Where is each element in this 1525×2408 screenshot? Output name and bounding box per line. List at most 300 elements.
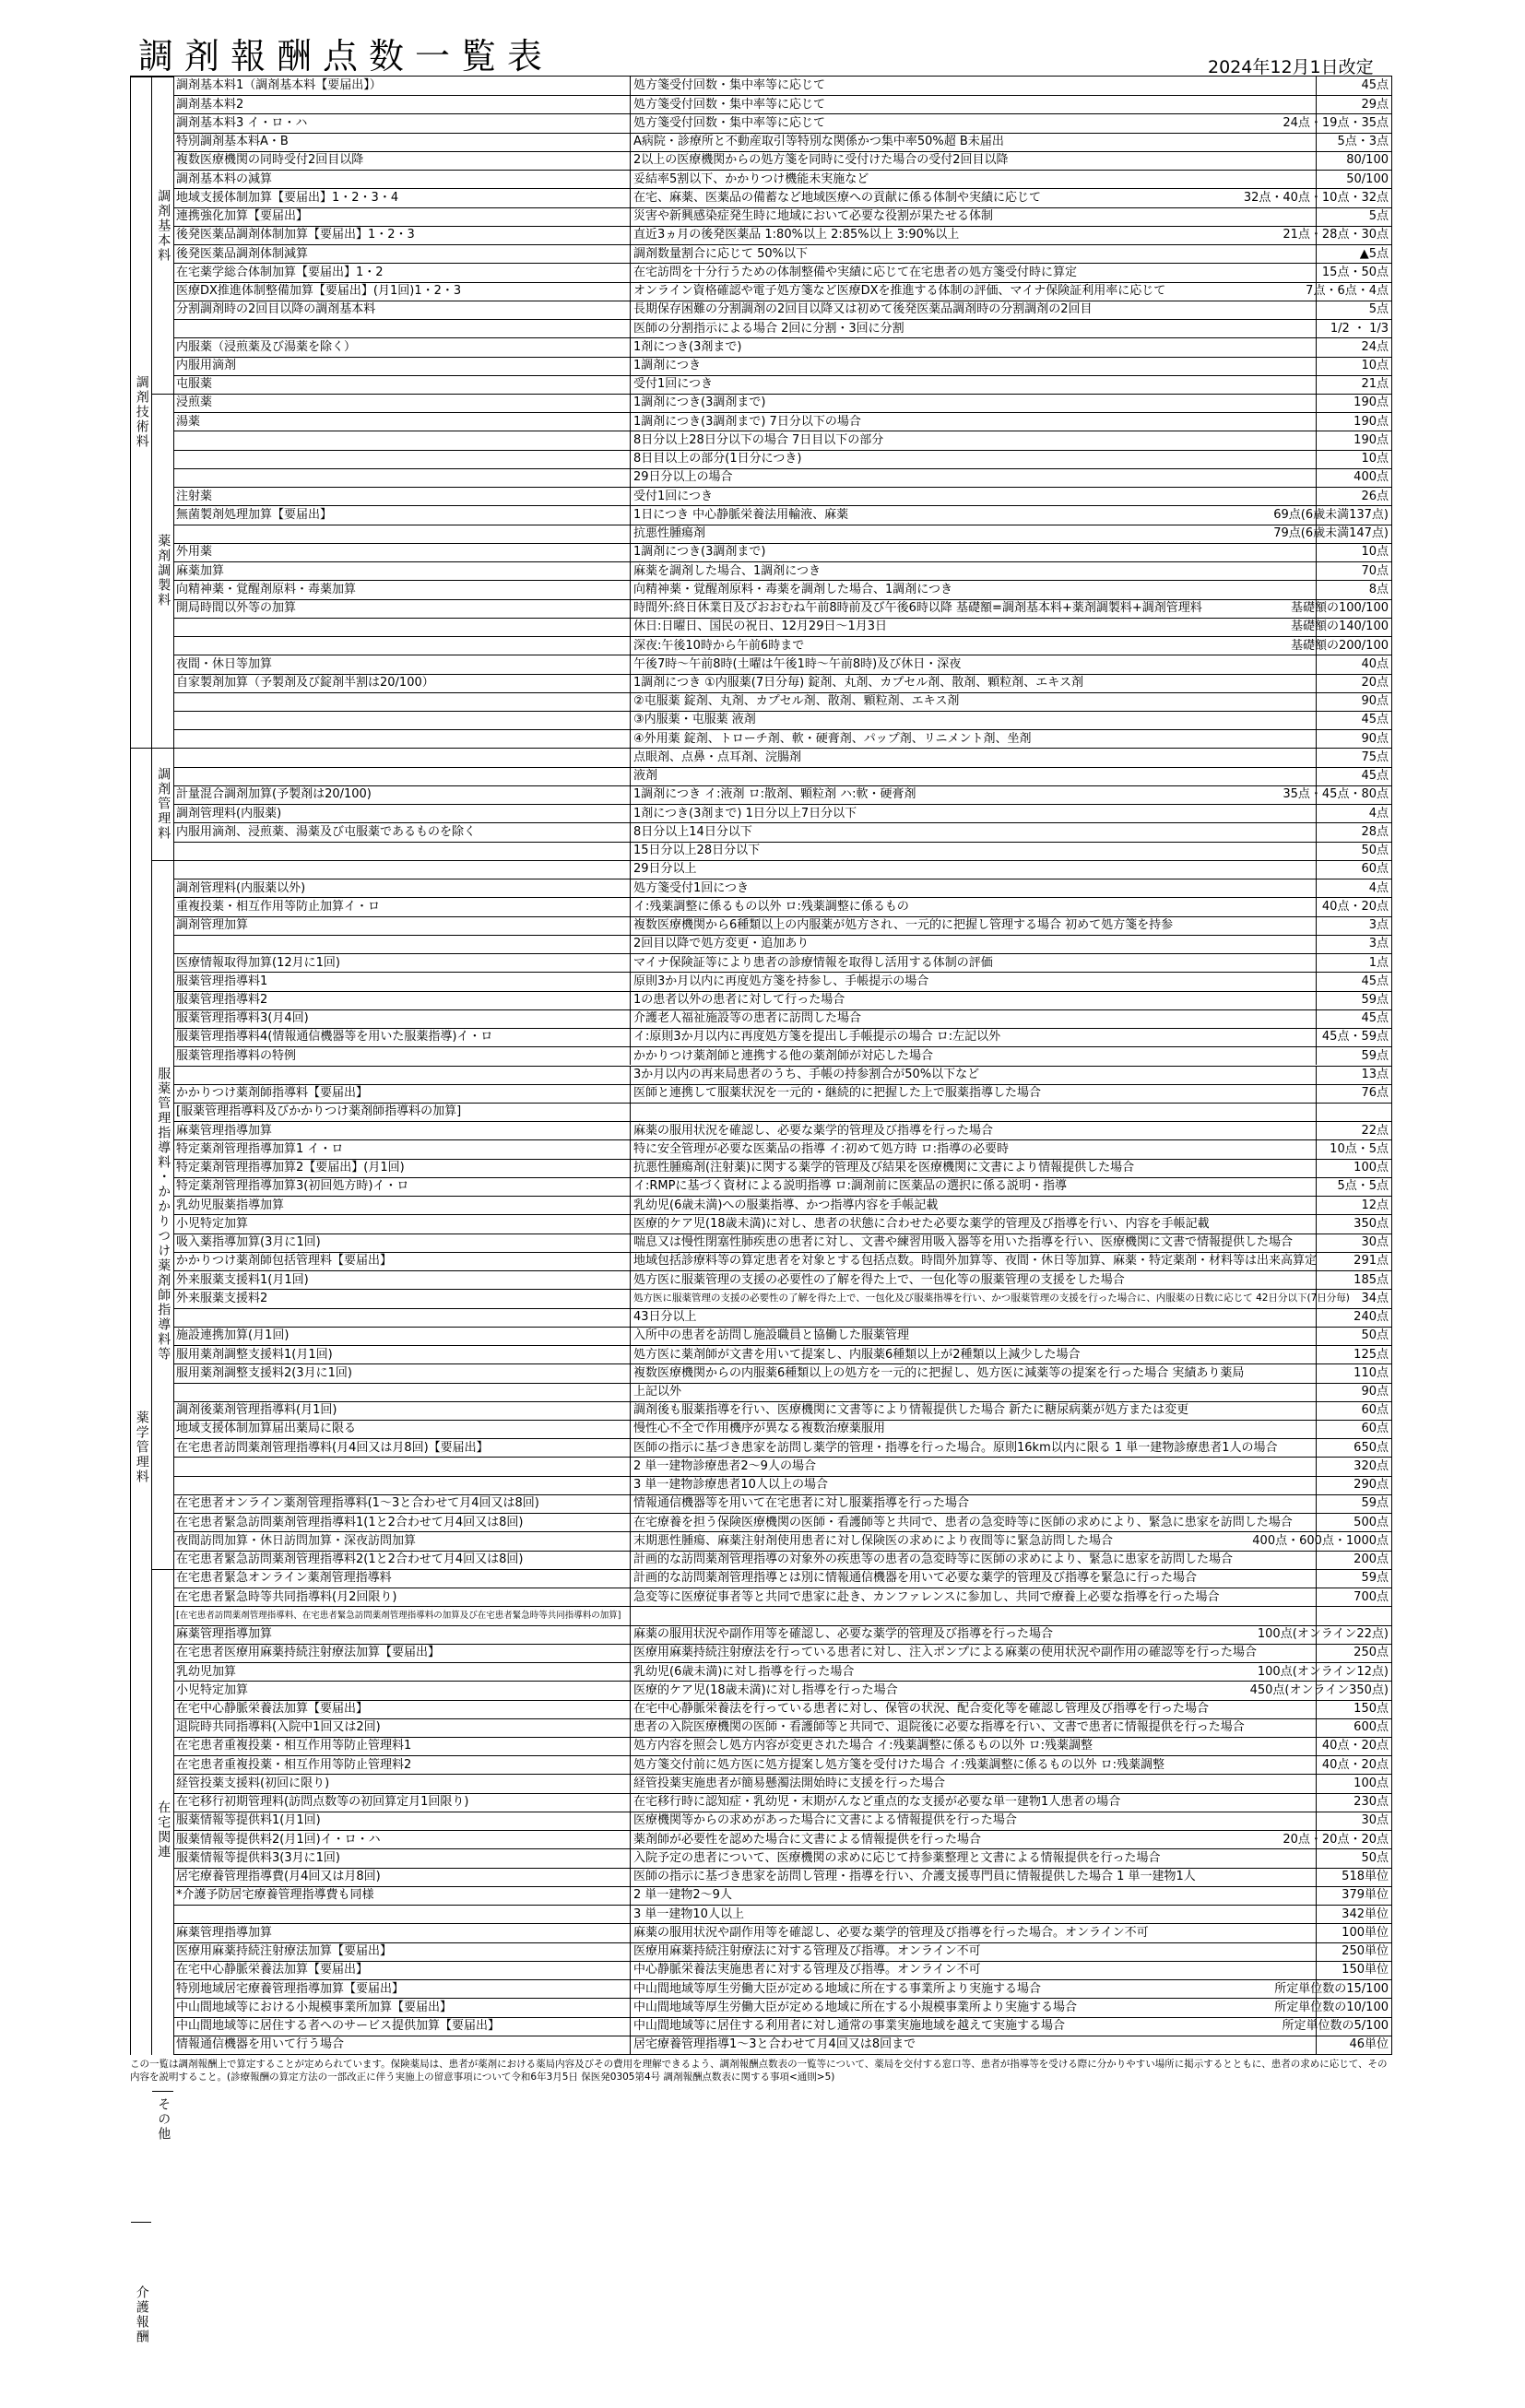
table-row bbox=[173, 468, 1391, 487]
table-row bbox=[173, 133, 1391, 151]
item-condition: 医療機関等からの求めがあった場合に文書による情報提供を行った場合 bbox=[630, 1812, 1358, 1830]
item-points: 50点 bbox=[1316, 1328, 1391, 1345]
item-condition: 処方内容を照会し処方内容が変更された場合 イ:残薬調整に係るもの以外 ロ:残薬調整 bbox=[630, 1738, 1358, 1755]
item-condition: 計画的な訪問薬剤管理指導の対象外の疾患等の患者の急変時等に医師の求めにより、緊急に患家を訪問した場合 bbox=[630, 1552, 1358, 1569]
item-points: 110点 bbox=[1316, 1364, 1391, 1382]
item-points: 45点 bbox=[1316, 1010, 1391, 1028]
table-row bbox=[173, 897, 1391, 915]
item-points: 40点 bbox=[1316, 655, 1391, 673]
item-condition: 処方医に服薬管理の支援の必要性の了解を得た上で、一包化等の服薬管理の支援をした場合 bbox=[630, 1271, 1358, 1289]
item-condition: 特に安全管理が必要な医薬品の指導 イ:初めて処方時 ロ:指導の必要時 bbox=[630, 1140, 1358, 1158]
table-row bbox=[173, 1868, 1391, 1886]
item-name: 情報通信機器を用いて行う場合 bbox=[176, 2037, 345, 2052]
table-row bbox=[173, 916, 1391, 935]
item-points: 185点 bbox=[1316, 1271, 1391, 1289]
item-condition: 患者の入院医療機関の医師・看護師等と共同で、退院後に必要な指導を行い、文書で患者に情報提供を行った場合 bbox=[630, 1719, 1358, 1737]
table-row bbox=[173, 2036, 1391, 2054]
table-row bbox=[173, 188, 1391, 207]
item-points: 700点 bbox=[1316, 1588, 1391, 1606]
item-points: 60点 bbox=[1316, 1421, 1391, 1438]
item-points: 350点 bbox=[1316, 1215, 1391, 1233]
table-row bbox=[173, 1121, 1391, 1139]
item-points: 22点 bbox=[1316, 1122, 1391, 1139]
item-condition: 入院予定の患者について、医療機関の求めに応じて持参薬整理と文書による情報提供を行った場合 bbox=[630, 1849, 1358, 1867]
item-points: 80/100 bbox=[1316, 152, 1391, 170]
item-name: [服薬管理指導料及びかかりつけ薬剤師指導料の加算] bbox=[176, 1104, 462, 1119]
column-divider bbox=[151, 77, 152, 2054]
item-points: 46単位 bbox=[1316, 2036, 1391, 2054]
item-name: 調剤後薬剤管理指導料(月1回) bbox=[176, 1403, 337, 1418]
item-points: 4点 bbox=[1316, 805, 1391, 822]
table-row bbox=[173, 1327, 1391, 1345]
item-points: 150点 bbox=[1316, 1701, 1391, 1718]
item-condition: 居宅療養管理指導1～3と合わせて月4回又は8回まで bbox=[630, 2036, 1358, 2054]
item-condition: マイナ保険証等により患者の診療情報を取得し活用する体制の評価 bbox=[630, 954, 1358, 972]
table-row bbox=[173, 244, 1391, 263]
item-points: 290点 bbox=[1316, 1477, 1391, 1494]
item-condition: 休日:日曜日、国民の祝日、12月29日～1月3日 bbox=[630, 619, 1358, 636]
item-name: 向精神薬・覚醒剤原料・毒薬加算 bbox=[176, 582, 357, 596]
item-name bbox=[173, 843, 630, 860]
item-points: 21点・28点・30点 bbox=[1316, 227, 1391, 244]
item-points: 3点 bbox=[1316, 917, 1391, 935]
item-condition bbox=[630, 1104, 1358, 1121]
item-points: 200点 bbox=[1316, 1552, 1391, 1569]
item-name bbox=[173, 619, 630, 636]
table-row bbox=[173, 729, 1391, 748]
item-condition: 点眼剤、点鼻・点耳剤、浣腸剤 bbox=[630, 749, 1358, 766]
item-points: 5点・3点 bbox=[1316, 134, 1391, 151]
item-condition: イ:原則3か月以内に再度処方箋を提出し手帳提示の場合 ロ:左記以外 bbox=[630, 1029, 1358, 1046]
item-condition: 麻薬の服用状況や副作用等を確認し、必要な薬学的管理及び指導を行った場合 bbox=[630, 1626, 1358, 1644]
item-points: 45点 bbox=[1316, 77, 1391, 95]
item-points: 150単位 bbox=[1316, 1962, 1391, 1979]
item-name: 在宅患者緊急オンライン薬剤管理指導料 bbox=[176, 1571, 392, 1586]
item-points: 190点 bbox=[1316, 395, 1391, 412]
table-row bbox=[173, 1681, 1391, 1699]
item-name bbox=[173, 730, 630, 748]
item-name: 乳幼児加算 bbox=[176, 1664, 237, 1679]
item-condition: 中山間地域等に居住する利用者に対し通常の事業実施地域を越えて実施する場合 bbox=[630, 2018, 1358, 2036]
item-name: 後発医薬品調剤体制減算 bbox=[176, 246, 309, 261]
page-title: 調剤報酬点数一覧表 bbox=[138, 36, 554, 77]
item-condition: 中心静脈栄養法実施患者に対する管理及び指導。オンライン不可 bbox=[630, 1962, 1358, 1979]
item-condition: 処方医に薬剤師が文書を用いて提案し、内服薬6種類以上が2種類以上減少した場合 bbox=[630, 1346, 1358, 1363]
item-condition: 末期悪性腫瘍、麻薬注射剤使用患者に対し保険医の求めにより夜間等に緊急訪問した場合 bbox=[630, 1532, 1358, 1550]
category-border bbox=[131, 2222, 151, 2223]
item-name: 注射薬 bbox=[176, 489, 213, 503]
item-condition: 在宅訪問を十分行うための体制整備や実績に応じて在宅患者の処方箋受付時に算定 bbox=[630, 264, 1358, 281]
item-name bbox=[173, 469, 630, 487]
table-row bbox=[173, 599, 1391, 618]
revision-date: 2024年12月1日改定 bbox=[1208, 57, 1374, 77]
item-name: 服薬管理指導料の特例 bbox=[176, 1048, 297, 1063]
item-condition: イ:残薬調整に係るもの以外 ロ:残薬調整に係るもの bbox=[630, 898, 1358, 915]
item-name: 在宅患者医療用麻薬持続注射療法加算【要届出】 bbox=[176, 1646, 441, 1660]
table-row bbox=[173, 1420, 1391, 1438]
table-row bbox=[173, 1457, 1391, 1475]
item-condition: 受付1回につき bbox=[630, 488, 1358, 505]
item-name: 特定薬剤管理指導加算1 イ・ロ bbox=[176, 1141, 344, 1156]
table-row bbox=[173, 1774, 1391, 1792]
item-points: 基礎額の100/100 bbox=[1316, 600, 1391, 618]
item-condition: 地域包括診療料等の算定患者を対象とする包括点数。時間外加算等、夜間・休日等加算、麻薬・特定薬剤・材料等は出来高算定 bbox=[630, 1253, 1358, 1270]
category-inner: 調剤基本料 bbox=[152, 77, 173, 375]
item-points: 291点 bbox=[1316, 1253, 1391, 1270]
table-row bbox=[173, 1401, 1391, 1420]
item-condition: 1調剤につき(3調剤まで) bbox=[630, 544, 1358, 561]
table-row bbox=[173, 822, 1391, 841]
item-points: 100点(オンライン22点) bbox=[1316, 1626, 1391, 1644]
table-row bbox=[173, 748, 1391, 766]
item-condition: ②屯服薬 錠剤、丸剤、カプセル剤、散剤、顆粒剤、エキス剤 bbox=[630, 693, 1358, 711]
item-points: 10点 bbox=[1316, 358, 1391, 375]
item-condition: 乳幼児(6歳未満)に対し指導を行った場合 bbox=[630, 1663, 1358, 1681]
item-condition: 液剤 bbox=[630, 768, 1358, 785]
table-row bbox=[173, 151, 1391, 170]
item-name bbox=[173, 1458, 630, 1475]
item-name: 連携強化加算【要届出】 bbox=[176, 209, 309, 224]
table-row bbox=[173, 674, 1391, 692]
item-condition: 複数医療機関からの内服薬6種類以上の処方を一元的に把握し、処方医に減薬等の提案を行った場合 実績あり薬局 bbox=[630, 1364, 1358, 1382]
table-row bbox=[173, 1905, 1391, 1923]
item-name: 外来服薬支援料1(月1回) bbox=[176, 1272, 309, 1287]
table-row bbox=[173, 505, 1391, 524]
item-points: 35点・45点・80点 bbox=[1316, 786, 1391, 804]
item-points: 基礎額の140/100 bbox=[1316, 619, 1391, 636]
item-name: 地域支援体制加算【要届出】1・2・3・4 bbox=[176, 190, 399, 205]
item-points: 1点 bbox=[1316, 954, 1391, 972]
item-points: 4点 bbox=[1316, 879, 1391, 897]
item-condition: 医療用麻薬持続注射療法を行っている患者に対し、注入ポンプによる麻薬の使用状況や副作用の確認等を行った場合 bbox=[630, 1645, 1358, 1662]
table-row bbox=[173, 1793, 1391, 1812]
table-row bbox=[173, 337, 1391, 356]
item-points: 230点 bbox=[1316, 1794, 1391, 1812]
table-row bbox=[173, 1551, 1391, 1569]
item-points: 45点 bbox=[1316, 768, 1391, 785]
item-condition: 喘息又は慢性閉塞性肺疾患の患者に対し、文書や練習用吸入器等を用いた指導を行い、医療機関に文書で情報提供した場合 bbox=[630, 1234, 1358, 1252]
item-points: 400点 bbox=[1316, 469, 1391, 487]
item-name: 中山間地域等に居住する者へのサービス提供加算【要届出】 bbox=[176, 2018, 501, 2033]
item-points: 190点 bbox=[1316, 413, 1391, 431]
item-name: 在宅患者オンライン薬剤管理指導料(1～3と合わせて月4回又は8回) bbox=[176, 1496, 539, 1511]
item-condition: 抗悪性腫瘍剤(注射薬)に関する薬学的管理及び結果を医療機関に文書により情報提供した場合 bbox=[630, 1160, 1358, 1177]
item-name bbox=[173, 1309, 630, 1327]
table-row bbox=[173, 1662, 1391, 1681]
table-row bbox=[173, 394, 1391, 412]
item-points: 342単位 bbox=[1316, 1906, 1391, 1923]
item-name: 服薬管理指導料1 bbox=[176, 974, 268, 988]
item-points: 79点(6歳未満147点) bbox=[1316, 525, 1391, 543]
item-points: 518単位 bbox=[1316, 1869, 1391, 1886]
table-row bbox=[173, 1308, 1391, 1327]
item-name: 小児特定加算 bbox=[176, 1216, 249, 1231]
item-condition: 3か月以内の再来局患者のうち、手帳の持参割合が50%以下など bbox=[630, 1067, 1358, 1084]
table-row bbox=[173, 1363, 1391, 1382]
item-name: 湯薬 bbox=[176, 414, 201, 429]
category-inner: 服薬管理指導料・かかりつけ薬剤師指導料等 bbox=[152, 860, 173, 1569]
item-points: 5点 bbox=[1316, 208, 1391, 226]
item-points: 40点・20点 bbox=[1316, 898, 1391, 915]
table-row bbox=[173, 301, 1391, 319]
item-points: 24点・19点・35点 bbox=[1316, 114, 1391, 132]
item-name: 服用薬剤調整支援料1(月1回) bbox=[176, 1347, 333, 1362]
item-points: 250単位 bbox=[1316, 1943, 1391, 1961]
item-name bbox=[173, 712, 630, 729]
table-row bbox=[173, 450, 1391, 468]
item-points: 90点 bbox=[1316, 693, 1391, 711]
item-name: 特別調剤基本料A・B bbox=[176, 135, 289, 149]
item-condition: 3 単一建物10人以上 bbox=[630, 1906, 1358, 1923]
item-name bbox=[173, 936, 630, 953]
item-condition: かかりつけ薬剤師と連携する他の薬剤師が対応した場合 bbox=[630, 1047, 1358, 1065]
table-row bbox=[173, 1103, 1391, 1121]
item-points: 100単位 bbox=[1316, 1924, 1391, 1942]
item-condition: 43日分以上 bbox=[630, 1309, 1358, 1327]
item-points: 100点(オンライン12点) bbox=[1316, 1663, 1391, 1681]
item-condition: 急変等に医療従事者等と共同で患家に赴き、カンファレンスに参加し、共同で療養上必要な指導を行った場合 bbox=[630, 1588, 1358, 1606]
table-row bbox=[173, 972, 1391, 990]
footnote: この一覧は調剤報酬上で算定することが定められています。保険薬局は、患者が薬剤における薬局内容及びその費用を理解できるよう、調剤報酬点数表の一覧等について、薬局を交付する窓口等、患者が指導等を受ける際に分かりやすい場所に掲示するとともに、患者の求めに応じて、その内容を説明すること。(診療報酬の算定方法の一部改正に伴う実施上の留意事項について令和6年3月5日 保医発0305第4号 調剤報酬点数表に関する事項<通則>5) bbox=[130, 2059, 1388, 2083]
table-row bbox=[173, 1084, 1391, 1103]
item-condition: 直近3ヵ月の後発医薬品 1:80%以上 2:85%以上 3:90%以上 bbox=[630, 227, 1358, 244]
item-name: 在宅患者訪問薬剤管理指導料(月4回又は月8回)【要届出】 bbox=[176, 1440, 489, 1455]
table-row bbox=[173, 711, 1391, 729]
item-condition: 8日分以上14日分以下 bbox=[630, 823, 1358, 841]
item-name: かかりつけ薬剤師包括管理料【要届出】 bbox=[176, 1254, 393, 1269]
item-condition: 1調剤につき ①内服薬(7日分毎) 錠剤、丸剤、カプセル剤、散剤、顆粒剤、エキス剤 bbox=[630, 675, 1358, 692]
item-name: 在宅移行初期管理料(訪問点数等の初回算定月1回限り) bbox=[176, 1795, 469, 1810]
item-name: 特定薬剤管理指導加算3(初回処方時)イ・ロ bbox=[176, 1179, 409, 1194]
item-name: 服薬情報等提供料2(月1回)イ・ロ・ハ bbox=[176, 1832, 381, 1847]
item-points: 10点 bbox=[1316, 451, 1391, 468]
item-name: 開局時間以外等の加算 bbox=[176, 601, 297, 616]
item-condition: 1調剤につき(3調剤まで) 7日分以下の場合 bbox=[630, 413, 1358, 431]
item-points: 250点 bbox=[1316, 1645, 1391, 1662]
item-points: 76点 bbox=[1316, 1085, 1391, 1103]
table-row bbox=[173, 543, 1391, 561]
table-row bbox=[173, 170, 1391, 188]
item-condition: オンライン資格確認や電子処方箋など医療DXを推進する体制の評価、マイナ保険証利用率に応じて bbox=[630, 283, 1358, 301]
item-points: 59点 bbox=[1316, 992, 1391, 1009]
item-name bbox=[173, 1906, 630, 1923]
item-points: 90点 bbox=[1316, 730, 1391, 748]
item-condition: 薬剤師が必要性を認めた場合に文書による情報提供を行った場合 bbox=[630, 1831, 1358, 1848]
item-condition: 2以上の医療機関からの処方箋を同時に受付けた場合の受付2回目以降 bbox=[630, 152, 1358, 170]
item-condition: 原則3か月以内に再度処方箋を持参し、手帳提示の場合 bbox=[630, 973, 1358, 990]
item-points: 50点 bbox=[1316, 843, 1391, 860]
item-condition: 災害や新興感染症発生時に地域において必要な役割が果たせる体制 bbox=[630, 208, 1358, 226]
table-row bbox=[173, 1569, 1391, 1588]
item-points: 125点 bbox=[1316, 1346, 1391, 1363]
table-row bbox=[173, 860, 1391, 879]
table-row bbox=[173, 113, 1391, 132]
item-points: 32点・40点・10点・32点 bbox=[1316, 189, 1391, 207]
item-points: 10点 bbox=[1316, 544, 1391, 561]
table-row bbox=[173, 1513, 1391, 1531]
item-name bbox=[173, 637, 630, 655]
table-row bbox=[173, 319, 1391, 337]
item-condition: 医療用麻薬持続注射療法に対する管理及び指導。オンライン不可 bbox=[630, 1943, 1358, 1961]
item-condition: 長期保存困難の分割調剤の2回目以降又は初めて後発医薬品調剤時の分割調剤の2回目 bbox=[630, 301, 1358, 319]
item-condition: 複数医療機関から6種類以上の内服薬が処方され、一元的に把握し管理する場合 初めて処方箋を持参 bbox=[630, 917, 1358, 935]
item-name bbox=[173, 768, 630, 785]
item-points: 500点 bbox=[1316, 1514, 1391, 1531]
item-name: 計量混合調剤加算(予製剤は20/100) bbox=[176, 787, 372, 802]
item-points: 400点・600点・1000点 bbox=[1316, 1532, 1391, 1550]
item-points: 45点 bbox=[1316, 712, 1391, 729]
item-points: 8点 bbox=[1316, 581, 1391, 598]
table-row bbox=[173, 282, 1391, 301]
table-row bbox=[173, 1159, 1391, 1177]
table-row bbox=[173, 1289, 1391, 1307]
item-points: 所定単位数の10/100 bbox=[1316, 1999, 1391, 2016]
item-points: 90点 bbox=[1316, 1384, 1391, 1401]
item-points bbox=[1316, 1104, 1391, 1121]
item-points: 69点(6歳未満137点) bbox=[1316, 506, 1391, 524]
item-condition: 午後7時～午前8時(土曜は午後1時～午前8時)及び休日・深夜 bbox=[630, 655, 1358, 673]
table-row bbox=[173, 1644, 1391, 1662]
table-row bbox=[173, 1886, 1391, 1905]
table-row bbox=[173, 1046, 1391, 1065]
item-condition: イ:RMPに基づく資材による説明指導 ロ:調剤前に医薬品の選択に係る説明・指導 bbox=[630, 1178, 1358, 1196]
table-row bbox=[173, 525, 1391, 543]
item-condition: 処方箋受付回数・集中率等に応じて bbox=[630, 114, 1358, 132]
table-row bbox=[173, 1234, 1391, 1252]
item-condition: 1日につき 中心静脈栄養法用輸液、麻薬 bbox=[630, 506, 1358, 524]
item-name: 服薬情報等提供料3(3月に1回) bbox=[176, 1850, 340, 1865]
category-inner: 薬剤調製料 bbox=[152, 394, 173, 748]
item-points: 75点 bbox=[1316, 749, 1391, 766]
item-name: 内服用滴剤、浸煎薬、湯薬及び屯服薬であるものを除く bbox=[176, 824, 477, 839]
item-points: 24点 bbox=[1316, 338, 1391, 356]
item-name: 特別地域居宅療養管理指導加算【要届出】 bbox=[176, 1981, 405, 1996]
item-name: 屯服薬 bbox=[176, 377, 213, 392]
item-name: 医療DX推進体制整備加算【要届出】(月1回)1・2・3 bbox=[176, 284, 462, 299]
item-name: 服薬管理指導料2 bbox=[176, 993, 268, 1008]
table-row bbox=[173, 77, 1391, 95]
item-name: 調剤管理料(内服薬以外) bbox=[176, 880, 306, 895]
item-condition: ④外用薬 錠剤、トローチ剤、軟・硬膏剤、パップ剤、リニメント剤、坐剤 bbox=[630, 730, 1358, 748]
item-condition: 麻薬の服用状況や副作用等を確認し、必要な薬学的管理及び指導を行った場合。オンライン不可 bbox=[630, 1924, 1358, 1942]
item-name: *介護予防居宅療養管理指導費も同様 bbox=[176, 1888, 374, 1903]
item-name: 麻薬管理指導加算 bbox=[176, 1925, 273, 1940]
item-condition: 上記以外 bbox=[630, 1384, 1358, 1401]
table-row bbox=[173, 226, 1391, 244]
table-row bbox=[173, 1476, 1391, 1494]
item-points: 45点 bbox=[1316, 973, 1391, 990]
item-condition: 在宅中心静脈栄養法を行っている患者に対し、保管の状況、配合変化等を確認し管理及び指導を行った場合 bbox=[630, 1701, 1358, 1718]
item-name: 在宅患者緊急訪問薬剤管理指導料1(1と2合わせて月4回又は8回) bbox=[176, 1515, 524, 1529]
item-condition: 医師と連携して服薬状況を一元的・継続的に把握した上で服薬指導した場合 bbox=[630, 1085, 1358, 1103]
table-row bbox=[173, 618, 1391, 636]
table-row bbox=[173, 207, 1391, 226]
item-name bbox=[173, 1067, 630, 1084]
item-name: 夜間訪問加算・休日訪問加算・深夜訪問加算 bbox=[176, 1533, 417, 1548]
category-inner: 調剤管理料 bbox=[152, 748, 173, 859]
item-points: 20点・20点・20点 bbox=[1316, 1831, 1391, 1848]
category-inner: その他 bbox=[152, 2091, 173, 2147]
item-points: 30点 bbox=[1316, 1812, 1391, 1830]
item-condition: 3 単一建物診療患者10人以上の場合 bbox=[630, 1477, 1358, 1494]
item-condition: 2回目以降で処方変更・追加あり bbox=[630, 936, 1358, 953]
item-name: 内服用滴剤 bbox=[176, 359, 237, 372]
table-row bbox=[173, 1848, 1391, 1867]
item-condition: ③内服薬・屯服薬 液剤 bbox=[630, 712, 1358, 729]
table-row bbox=[173, 935, 1391, 953]
item-name: 調剤基本料1（調剤基本料【要届出】） bbox=[176, 77, 382, 92]
item-points: 59点 bbox=[1316, 1570, 1391, 1588]
item-condition: 深夜:午後10時から午前6時まで bbox=[630, 637, 1358, 655]
item-points: 5点 bbox=[1316, 301, 1391, 319]
table-row bbox=[173, 1252, 1391, 1270]
item-name: 調剤管理加算 bbox=[176, 918, 249, 933]
item-points: 40点・20点 bbox=[1316, 1738, 1391, 1755]
item-condition: 抗悪性腫瘍剤 bbox=[630, 525, 1358, 543]
item-name: 調剤基本料3 イ・ロ・ハ bbox=[176, 115, 308, 130]
item-name: 吸入薬指導加算(3月に1回) bbox=[176, 1235, 321, 1250]
table-row bbox=[173, 357, 1391, 375]
item-name: 麻薬管理指導加算 bbox=[176, 1123, 273, 1138]
item-condition: 1剤につき(3剤まで) 1日分以上7日分以下 bbox=[630, 805, 1358, 822]
item-condition: 医師の指示に基づき患家を訪問し管理・指導を行い、介護支援専門員に情報提供した場合 1 単一建物1人 bbox=[630, 1869, 1358, 1886]
item-name: 在宅薬学総合体制加算【要届出】1・2 bbox=[176, 265, 384, 279]
item-name: 服用薬剤調整支援料2(3月に1回) bbox=[176, 1365, 352, 1380]
item-name: 内服薬（浸煎薬及び湯薬を除く） bbox=[176, 339, 357, 354]
category-outer: 介護報酬 bbox=[131, 2222, 151, 2408]
table-row bbox=[173, 655, 1391, 673]
item-points: 7点・6点・4点 bbox=[1316, 283, 1391, 301]
item-points: 3点 bbox=[1316, 936, 1391, 953]
item-condition: 中山間地域等厚生労働大臣が定める地域に所在する小規模事業所より実施する場合 bbox=[630, 1999, 1358, 2016]
table-row bbox=[173, 953, 1391, 972]
item-points: 600点 bbox=[1316, 1719, 1391, 1737]
item-name: 外用薬 bbox=[176, 545, 213, 560]
item-name: 地域支援体制加算届出薬局に限る bbox=[176, 1422, 357, 1436]
table-row bbox=[173, 1009, 1391, 1028]
item-points: 30点 bbox=[1316, 1234, 1391, 1252]
item-points: 13点 bbox=[1316, 1067, 1391, 1084]
item-name bbox=[173, 525, 630, 543]
item-points: 40点・20点 bbox=[1316, 1756, 1391, 1774]
item-condition: 1調剤につき(3調剤まで) bbox=[630, 395, 1358, 412]
item-points bbox=[1316, 1607, 1391, 1624]
item-name: 外来服薬支援料2 bbox=[176, 1291, 268, 1305]
item-points: 21点 bbox=[1316, 376, 1391, 394]
table-row bbox=[173, 1700, 1391, 1718]
item-condition: 1調剤につき イ:液剤 ロ:散剤、顆粒剤 ハ:軟・硬膏剤 bbox=[630, 786, 1358, 804]
table-row bbox=[173, 561, 1391, 580]
item-name: 在宅患者緊急時等共同指導料(月2回限り) bbox=[176, 1589, 397, 1604]
table-row bbox=[173, 1345, 1391, 1363]
item-name: 医療用麻薬持続注射療法加算【要届出】 bbox=[176, 1944, 393, 1959]
item-name: 複数医療機関の同時受付2回目以降 bbox=[176, 153, 364, 168]
item-condition: 時間外:終日休業日及びおおむね午前8時前及び午後6時以降 基礎額=調剤基本料+薬剤調製料+調剤管理料 bbox=[630, 600, 1358, 618]
table-row bbox=[173, 1737, 1391, 1755]
item-condition: 調剤後も服薬指導を行い、医療機関に文書等により情報提供した場合 新たに糖尿病薬が処方または変更 bbox=[630, 1402, 1358, 1420]
item-name: 麻薬管理指導加算 bbox=[176, 1627, 273, 1642]
item-name: 乳幼児服薬指導加算 bbox=[176, 1198, 285, 1212]
item-condition: 1調剤につき bbox=[630, 358, 1358, 375]
item-points: 28点 bbox=[1316, 823, 1391, 841]
item-condition: 受付1回につき bbox=[630, 376, 1358, 394]
category-inner: 在宅関連 bbox=[152, 1569, 173, 2092]
item-points: 12点 bbox=[1316, 1197, 1391, 1214]
item-points: 240点 bbox=[1316, 1309, 1391, 1327]
table-row bbox=[173, 375, 1391, 394]
item-points: 60点 bbox=[1316, 861, 1391, 879]
table-row bbox=[173, 692, 1391, 711]
